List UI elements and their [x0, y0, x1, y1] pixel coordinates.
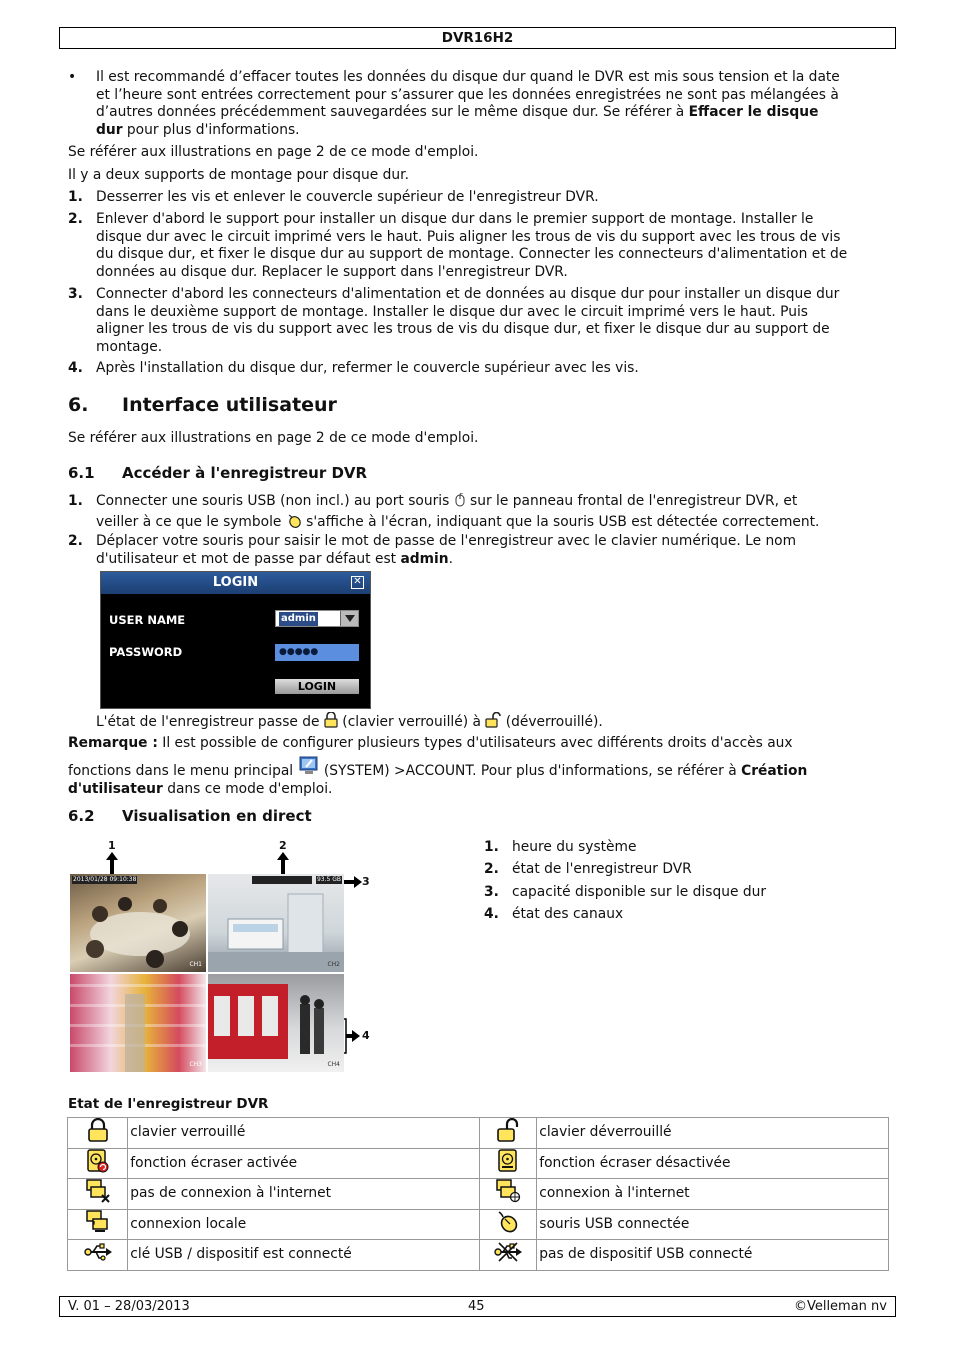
table-cell: connexion locale [128, 1209, 480, 1240]
step-text: . [448, 550, 453, 567]
padlock-unlocked-icon [485, 712, 501, 734]
remark-text: (SYSTEM) >ACCOUNT. Pour plus d'informations, se référer à [319, 762, 742, 779]
page-footer [59, 1296, 896, 1317]
step-line: Après l'installation du disque dur, refermer le couvercle supérieur avec les vis. [96, 360, 639, 376]
remark-line [68, 735, 888, 753]
camera-feed-2 [208, 874, 344, 972]
step-line: disque dur avec le circuit imprimé vers le haut. Puis aligner les trous de vis du support avec les trous de vis [96, 228, 841, 245]
table-cell [68, 1148, 128, 1179]
reference-paragraph: Se référer aux illustrations en page 2 de ce mode d'emploi. [68, 144, 479, 160]
subsection-heading [68, 807, 312, 826]
step-text: sur le panneau frontal de l'enregistreur DVR, et [465, 493, 798, 509]
status-table-title: Etat de l'enregistreur DVR [68, 1096, 269, 1112]
step-line [96, 551, 886, 569]
no-internet-icon [85, 1179, 111, 1203]
status-bar-osd [252, 876, 312, 884]
remark-line [68, 781, 888, 799]
username-value: admin [281, 613, 316, 624]
legend-number: 4. [484, 905, 499, 922]
remark-paragraph [68, 735, 888, 799]
table-cell: clavier verrouillé [128, 1118, 480, 1149]
subsection-title: Accéder à l'enregistreur DVR [122, 464, 368, 482]
table-cell: souris USB connectée [537, 1209, 889, 1240]
step-number: 3. [68, 286, 83, 302]
table-row [68, 1240, 889, 1271]
subsection-number: 6.1 [68, 464, 95, 482]
footer-version: V. 01 – 28/03/2013 [68, 1299, 190, 1314]
live-view-illustration [68, 840, 378, 1070]
table-cell: connexion à l'internet [537, 1179, 889, 1210]
legend-number: 1. [484, 839, 499, 855]
usb-none-icon [494, 1240, 522, 1264]
callout-number: 2 [279, 839, 287, 852]
padlock-locked-icon [86, 1118, 110, 1142]
overwrite-on-icon [86, 1149, 110, 1173]
step-number: 1. [68, 189, 83, 205]
subsection-heading [68, 464, 368, 483]
table-cell [479, 1118, 536, 1149]
bullet-paragraph [96, 69, 888, 139]
bullet-bold: Effacer le disque [688, 104, 819, 121]
local-connection-icon [85, 1210, 111, 1234]
table-cell [479, 1209, 536, 1240]
remark-text: Il est possible de configurer plusieurs types d'utilisateurs avec différents droits d'accès aux [157, 735, 793, 751]
password-field[interactable] [275, 644, 359, 661]
legend-text: heure du système [512, 839, 637, 855]
system-menu-icon [298, 756, 320, 782]
table-cell: pas de connexion à l'internet [128, 1179, 480, 1210]
remark-bold: d'utilisateur [68, 781, 163, 798]
table-cell [68, 1118, 128, 1149]
table-cell [479, 1148, 536, 1179]
channel-label: CH1 [189, 961, 202, 968]
bullet-line [96, 104, 888, 122]
table-row [68, 1209, 889, 1240]
status-table [67, 1117, 889, 1271]
close-icon[interactable]: ✕ [351, 576, 364, 589]
section-number: 6. [68, 394, 89, 416]
camera-feed-1 [70, 874, 206, 972]
bullet-line: et l’heure sont entrées correctement pour s’assurer que les données enregistrées ne sont pas mélangées à [96, 86, 839, 103]
subsection-title: Visualisation en direct [122, 807, 312, 825]
step-number: 4. [68, 360, 83, 376]
footer-copyright: ©Velleman nv [793, 1299, 887, 1314]
table-cell: fonction écraser désactivée [537, 1148, 889, 1179]
internet-icon [495, 1179, 521, 1203]
padlock-unlocked-icon [496, 1118, 520, 1142]
table-cell: clé USB / dispositif est connecté [128, 1240, 480, 1271]
table-row [68, 1179, 889, 1210]
overwrite-off-icon [496, 1149, 520, 1173]
table-cell [68, 1179, 128, 1210]
bullet-line: Il est recommandé d’effacer toutes les données du disque dur quand le DVR est mis sous tension et la date [96, 69, 840, 85]
arrow-up-icon [277, 852, 289, 876]
step-number: 1. [68, 493, 83, 509]
mouse-port-icon [454, 493, 466, 513]
supports-paragraph: Il y a deux supports de montage pour disque dur. [68, 167, 409, 183]
step-line: montage. [96, 338, 163, 355]
step-line: Enlever d'abord le support pour installer un disque dur dans le premier support de montage. Installer le [96, 211, 814, 227]
step-text: veiller à ce que le symbole [96, 513, 286, 530]
hdd-capacity-osd: 93.5 GB [316, 876, 341, 883]
table-cell [68, 1240, 128, 1271]
table-cell: pas de dispositif USB connecté [537, 1240, 889, 1271]
usb-mouse-icon [495, 1210, 521, 1234]
step-text: s'affiche à l'écran, indiquant que la souris USB est détectée correctement. [301, 513, 820, 530]
login-button[interactable]: LOGIN [275, 679, 359, 694]
system-time-osd: 2013/01/28 09:10:38 [73, 876, 137, 883]
remark-bold: Création [741, 762, 808, 779]
camera-feed-3 [70, 974, 206, 1072]
section-heading [68, 394, 337, 416]
step-bold: admin [400, 550, 449, 567]
step-line: dans le deuxième support de montage. Installer le disque dur avec le circuit imprimé vers le haut. Puis [96, 303, 808, 320]
remark-text: fonctions dans le menu principal [68, 762, 298, 779]
table-cell [68, 1209, 128, 1240]
bullet-text: pour plus d'informations. [122, 121, 300, 138]
legend-text: capacité disponible sur le disque dur [512, 883, 767, 900]
login-titlebar [101, 572, 370, 594]
step-line [96, 513, 886, 534]
bullet-symbol: • [68, 69, 77, 85]
channel-label: CH2 [327, 961, 340, 968]
channel-label: CH3 [189, 1061, 202, 1068]
doc-title: DVR16H2 [441, 30, 514, 46]
table-cell: clavier déverrouillé [537, 1118, 889, 1149]
remark-text: dans ce mode d'emploi. [162, 781, 333, 798]
table-cell [479, 1240, 536, 1271]
table-cell [479, 1179, 536, 1210]
bullet-bold: dur [96, 121, 123, 138]
table-cell: fonction écraser activée [128, 1148, 480, 1179]
legend-number: 3. [484, 883, 499, 900]
reference-paragraph: Se référer aux illustrations en page 2 de ce mode d'emploi. [68, 430, 479, 446]
callout-number: 4 [362, 1029, 370, 1042]
step-line: du disque dur, et fixer le disque dur au support de montage. Connecter les connecteurs d'alimentation et de [96, 246, 848, 263]
step-number: 2. [68, 211, 83, 227]
bullet-line [96, 122, 888, 140]
password-value: ●●●●● [279, 647, 319, 657]
lock-text: (clavier verrouillé) à [337, 714, 486, 730]
arrow-right-icon [342, 876, 362, 888]
login-dialog [100, 571, 371, 709]
lock-text: L'état de l'enregistreur passe de [96, 714, 324, 730]
step-number: 2. [68, 533, 83, 549]
callout-number: 3 [362, 875, 370, 888]
username-label: USER NAME [109, 613, 186, 627]
page-header [59, 27, 896, 49]
padlock-locked-icon [324, 712, 338, 734]
step-line: Déplacer votre souris pour saisir le mot de passe de l'enregistreur avec le clavier numérique. Le nom [96, 533, 797, 549]
login-title: LOGIN [212, 575, 259, 590]
chevron-down-icon[interactable] [340, 611, 358, 626]
page-number: 45 [468, 1299, 485, 1314]
camera-feed-4 [208, 974, 344, 1072]
step-text: Connecter une souris USB (non incl.) au port souris [96, 493, 454, 509]
username-field[interactable] [275, 610, 359, 627]
channel-label: CH4 [327, 1061, 340, 1068]
legend-text: état des canaux [512, 905, 624, 922]
step-line: Connecter d'abord les connecteurs d'alimentation et de données au disque dur pour installer un disque dur [96, 286, 840, 302]
table-row [68, 1118, 889, 1149]
legend-text: état de l'enregistreur DVR [512, 861, 692, 878]
remark-line [68, 756, 888, 782]
table-row [68, 1148, 889, 1179]
bullet-text: d’autres données précédemment sauvegardées sur le même disque dur. Se référer à [96, 104, 689, 121]
step-text: d'utilisateur et mot de passe par défaut est [96, 550, 401, 567]
subsection-number: 6.2 [68, 807, 95, 825]
lock-state-line [96, 712, 888, 734]
remark-label: Remarque : [68, 735, 158, 751]
step-line: données au disque dur. Replacer le support dans l'enregistreur DVR. [96, 263, 568, 280]
step-line: aligner les trous de vis du support avec les trous de vis du disque dur, et fixer le disque dur au support de [96, 321, 830, 338]
usb-mouse-icon [286, 513, 302, 534]
password-label: PASSWORD [109, 645, 183, 659]
lock-text: (déverrouillé). [501, 714, 603, 730]
usb-connected-icon [84, 1242, 112, 1262]
legend-number: 2. [484, 861, 499, 878]
step-line: Desserrer les vis et enlever le couvercle supérieur de l'enregistreur DVR. [96, 189, 599, 205]
arrow-up-icon [106, 852, 118, 876]
section-title: Interface utilisateur [122, 394, 337, 416]
callout-number: 1 [108, 839, 116, 852]
step-line [96, 493, 886, 513]
